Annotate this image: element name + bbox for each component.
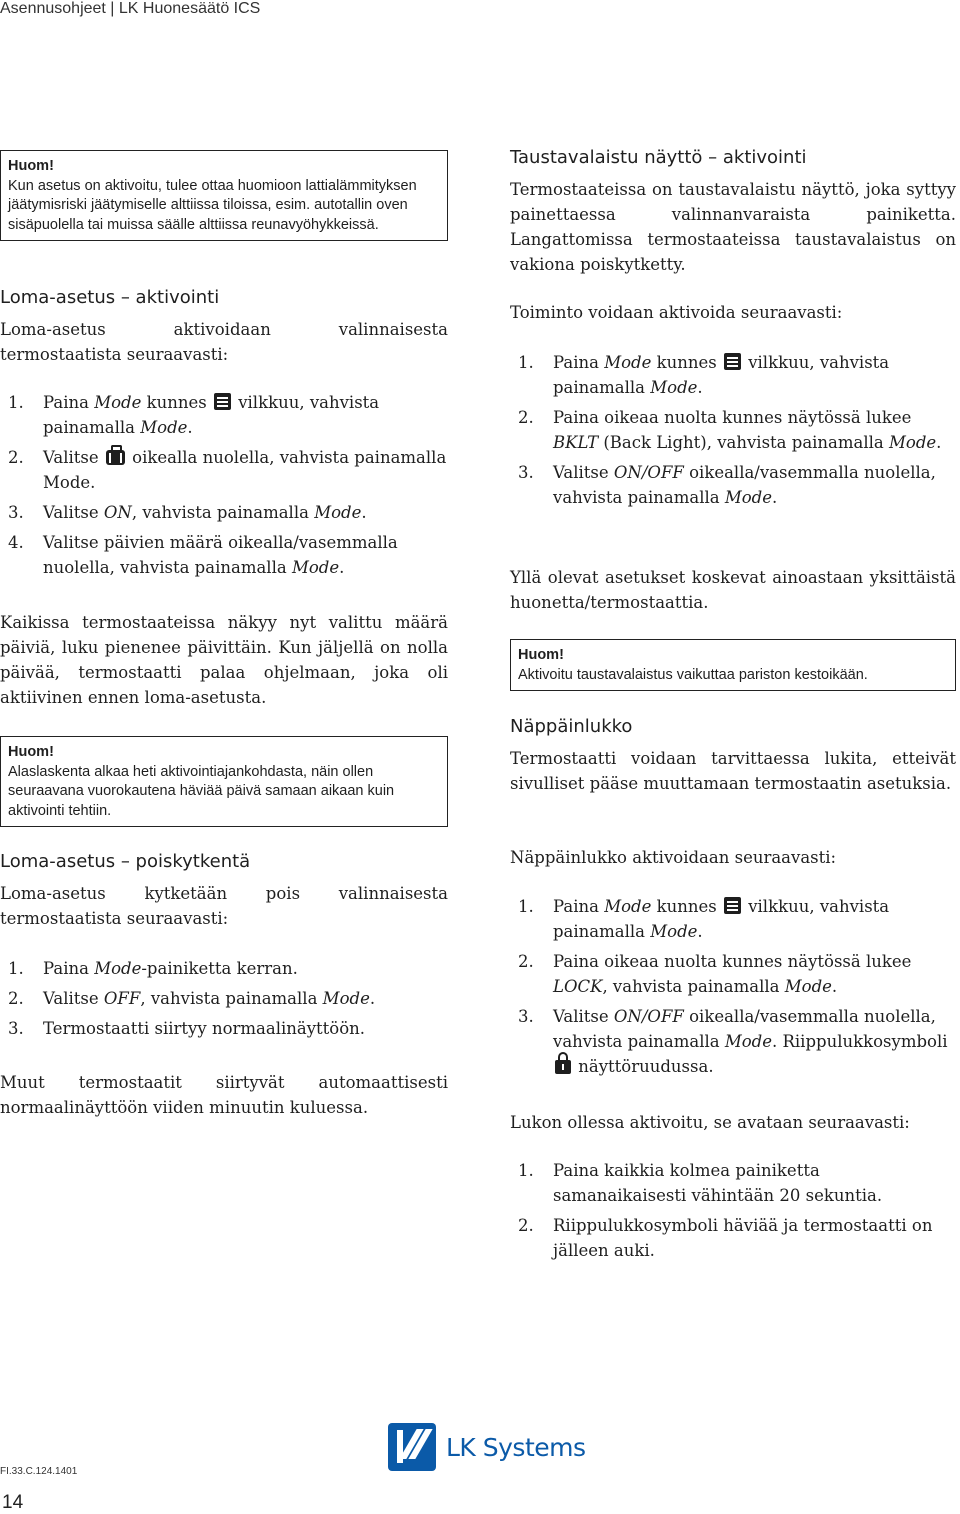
holiday-activation-steps	[0, 390, 448, 585]
mode-menu-icon	[214, 393, 231, 410]
note-countdown	[0, 736, 448, 827]
list-item: 2. Paina oikeaa nuolta kunnes näytössä lukee BKLT (Back Light), vahvista painamalla Mode.	[518, 408, 942, 452]
list-item: 2. Paina oikeaa nuolta kunnes näytössä lukee LOCK, vahvista painamalla Mode.	[518, 952, 912, 996]
note-text: Kun asetus on aktivoitu, tulee ottaa huomioon lattialämmityksen jäätymisriski jäätymiselle alttiissa tiloissa, esim. autotallin oven sisäpuolella tai muissa säälle alttiissa reunavyöhykkeissä.	[8, 177, 417, 233]
list-item: 3. Valitse ON/OFF oikealla/vasemmalla nuolella, vahvista painamalla Mode.	[518, 463, 936, 507]
page-header: Asennusohjeet | LK Huonesäätö ICS	[0, 0, 261, 17]
backlight-result: Yllä olevat asetukset koskevat ainoastaan yksittäistä huonetta/termostaattia.	[510, 568, 956, 612]
document-code: FI.33.C.124.1401	[0, 1466, 78, 1477]
holiday-deactivation-steps	[0, 956, 448, 1046]
page-number: 14	[2, 1492, 24, 1513]
holiday-deactivation-intro: Loma-asetus kytketään pois valinnaisesta termostaatista seuraavasti:	[0, 884, 448, 928]
list-item: 1. Paina kaikkia kolmea painiketta samanaikaisesti vähintään 20 sekuntia.	[518, 1161, 883, 1205]
padlock-icon	[555, 1060, 571, 1074]
list-item: 2. Valitse oikealla nuolella, vahvista painamalla Mode.	[8, 448, 447, 492]
holiday-activation-intro: Loma-asetus aktivoidaan valinnaisesta termostaatista seuraavasti:	[0, 320, 448, 364]
keylock-unlock-steps	[510, 1158, 956, 1268]
note-frost-risk	[0, 150, 448, 241]
backlight-intro: Termostaateissa on taustavalaistu näyttö, joka syttyy painettaessa valinnanvaraista painiketta. Langattomissa termostaateissa taustavalaistus on vakiona poiskytketty.	[510, 180, 956, 274]
lk-systems-logo	[388, 1423, 586, 1471]
mode-menu-icon	[724, 897, 741, 914]
list-item: 3. Valitse ON/OFF oikealla/vasemmalla nuolella, vahvista painamalla Mode. Riippulukkosymboli näyttöruudussa.	[518, 1007, 948, 1076]
list-item: 1. Paina Mode-painiketta kerran.	[8, 959, 298, 978]
note-battery	[510, 639, 956, 691]
keylock-intro: Termostaatti voidaan tarvittaessa lukita, etteivät sivulliset pääse muuttamaan termostaatin asetuksia.	[510, 749, 956, 793]
list-item: 1. Paina Mode kunnes vilkkuu, vahvista painamalla Mode.	[8, 393, 380, 437]
note-title: Huom!	[8, 158, 54, 174]
list-item: 2. Valitse OFF, vahvista painamalla Mode.	[8, 989, 376, 1008]
holiday-deactivation-result: Muut termostaatit siirtyvät automaattisesti normaalinäyttöön viiden minuutin kuluessa.	[0, 1073, 448, 1117]
backlight-intro2: Toiminto voidaan aktivoida seuraavasti:	[510, 303, 843, 322]
list-item: 3. Valitse ON, vahvista painamalla Mode.	[8, 503, 367, 522]
lk-logo-icon	[388, 1423, 436, 1471]
list-item: 1. Paina Mode kunnes vilkkuu, vahvista painamalla Mode.	[518, 897, 890, 941]
list-item: 3. Termostaatti siirtyy normaalinäyttöön.	[8, 1019, 366, 1038]
list-item: 1. Paina Mode kunnes vilkkuu, vahvista painamalla Mode.	[518, 353, 890, 397]
mode-menu-icon	[724, 353, 741, 370]
holiday-activation-result: Kaikissa termostaateissa näkyy nyt valittu määrä päiviä, luku pienenee päivittäin. Kun jäljellä on nolla päivää, termostaatti palaa ohjelmaan, joka oli aktiivinen ennen loma-asetusta.	[0, 613, 448, 707]
keylock-intro2: Näppäinlukko aktivoidaan seuraavasti:	[510, 848, 837, 867]
heading-holiday-deactivation: Loma-asetus – poiskytkentä	[0, 851, 251, 872]
heading-keylock: Näppäinlukko	[510, 716, 633, 737]
suitcase-icon	[106, 450, 125, 465]
list-item: 2. Riippulukkosymboli häviää ja termostaatti on jälleen auki.	[518, 1216, 933, 1260]
keylock-unlock-intro: Lukon ollessa aktivoitu, se avataan seuraavasti:	[510, 1113, 910, 1132]
heading-backlight: Taustavalaistu näyttö – aktivointi	[510, 147, 807, 168]
note-text: Aktivoitu taustavalaistus vaikuttaa pariston kestoikään.	[518, 666, 868, 683]
backlight-steps	[510, 350, 956, 515]
keylock-steps	[510, 894, 956, 1084]
heading-holiday-activation: Loma-asetus – aktivointi	[0, 287, 220, 308]
note-title: Huom!	[8, 744, 54, 760]
list-item: 4. Valitse päivien määrä oikealla/vasemmalla nuolella, vahvista painamalla Mode.	[8, 533, 398, 577]
brand-name: LK Systems	[446, 1432, 586, 1462]
note-text: Alaslaskenta alkaa heti aktivointiajankohdasta, näin ollen seuraavana vuorokautena häviää päivä samaan aikaan kuin aktivointi tehtiin.	[8, 763, 395, 819]
note-title: Huom!	[518, 647, 564, 663]
